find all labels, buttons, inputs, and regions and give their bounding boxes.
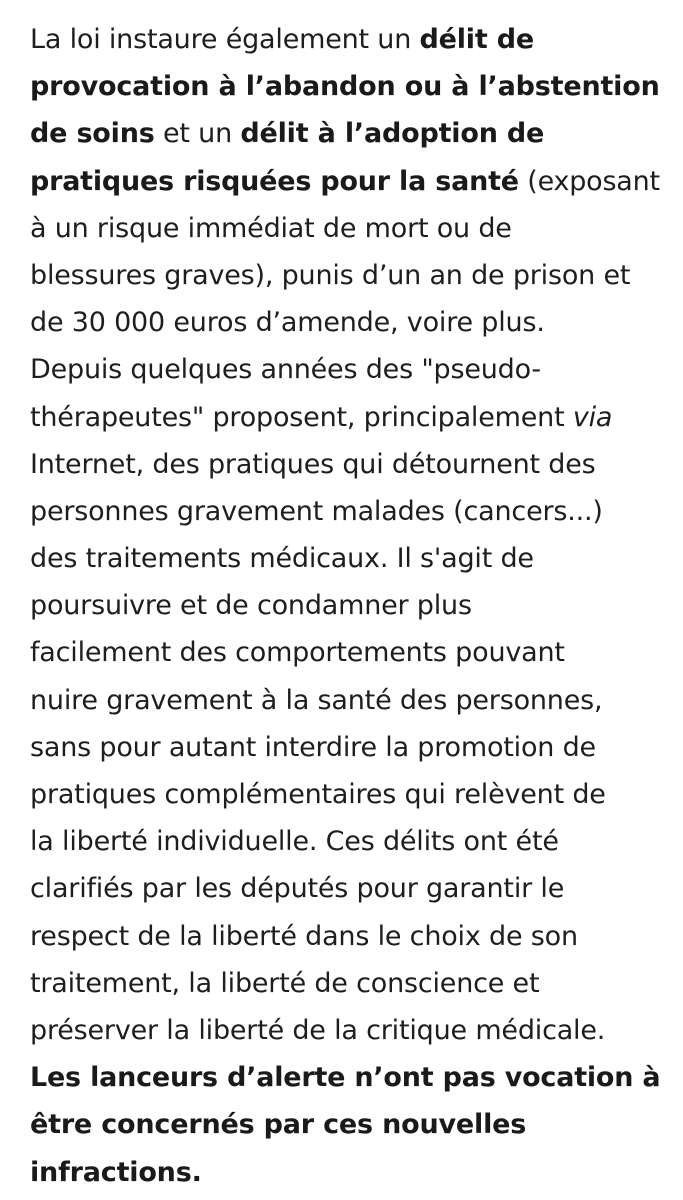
- text-segment: nuire gravement à la santé des personnes,: [30, 684, 603, 716]
- text-line: [30, 205, 660, 252]
- text-line: [30, 535, 660, 582]
- bold-text: de soins: [30, 118, 155, 150]
- text-line: [30, 158, 659, 205]
- text-line: [30, 346, 660, 393]
- text-line: [30, 16, 660, 63]
- text-segment: pratiques complémentaires qui relèvent de: [30, 779, 606, 810]
- text-line: [30, 1149, 660, 1196]
- text-line: [30, 1054, 659, 1101]
- text-line: [30, 629, 660, 676]
- text-line: [30, 252, 660, 299]
- text-segment: des traitements médicaux. Il s'agit de: [30, 543, 534, 575]
- bold-text: être concernés par ces nouvelles: [30, 1109, 527, 1141]
- text-line: [30, 724, 660, 771]
- text-line: [30, 960, 660, 1007]
- text-segment: et un: [154, 118, 241, 150]
- text-line: [30, 441, 660, 488]
- bold-text: pratiques risquées pour la santé: [30, 165, 519, 197]
- text-segment: poursuivre et de condamner plus: [30, 590, 472, 622]
- text-line: [30, 913, 660, 960]
- text-line: [30, 110, 660, 157]
- text-segment: de 30 000 euros d’amende, voire plus.: [30, 307, 545, 339]
- text-segment: la liberté individuelle. Ces délits ont été: [30, 826, 559, 858]
- text-segment: facilement des comportements pouvant: [30, 637, 565, 669]
- text-segment: Internet, des pratiques qui détournent des: [30, 448, 596, 480]
- text-segment: thérapeutes" proposent, principalement: [30, 401, 573, 433]
- text-segment: clarifiés par les députés pour garantir le: [30, 873, 565, 905]
- text-segment: respect de la liberté dans le choix de son: [30, 920, 578, 952]
- text-line: [30, 677, 660, 724]
- bold-text: Les lanceurs d’alerte n’ont pas vocation à: [30, 1062, 661, 1094]
- text-segment: (exposant: [518, 165, 660, 197]
- text-line: [30, 818, 660, 865]
- text-line: [30, 63, 660, 110]
- italic-text: via: [572, 401, 613, 433]
- text-segment: à un risque immédiat de mort ou de: [30, 212, 512, 244]
- text-line: [30, 771, 660, 818]
- text-line: [30, 582, 660, 629]
- text-segment: La loi instaure également un: [30, 24, 420, 55]
- article-paragraph: [30, 16, 660, 1196]
- text-segment: personnes gravement malades (cancers...): [30, 495, 603, 527]
- text-line: [30, 299, 660, 346]
- bold-text: provocation à l’abandon ou à l’abstention: [30, 71, 660, 103]
- text-line: [30, 488, 660, 535]
- text-segment: préserver la liberté de la critique médicale.: [30, 1014, 606, 1046]
- bold-text: infractions.: [30, 1156, 202, 1188]
- bold-text: délit à l’adoption de: [240, 118, 545, 150]
- bold-text: délit de: [419, 24, 535, 55]
- text-line: [30, 865, 660, 912]
- text-line: [30, 1101, 660, 1148]
- text-segment: sans pour autant interdire la promotion de: [30, 731, 596, 763]
- text-line: [30, 1007, 660, 1054]
- text-segment: traitement, la liberté de conscience et: [30, 967, 540, 999]
- text-segment: Depuis quelques années des "pseudo-: [30, 354, 541, 386]
- text-line: [30, 394, 660, 441]
- text-segment: blessures graves), punis d’un an de prison et: [30, 259, 631, 291]
